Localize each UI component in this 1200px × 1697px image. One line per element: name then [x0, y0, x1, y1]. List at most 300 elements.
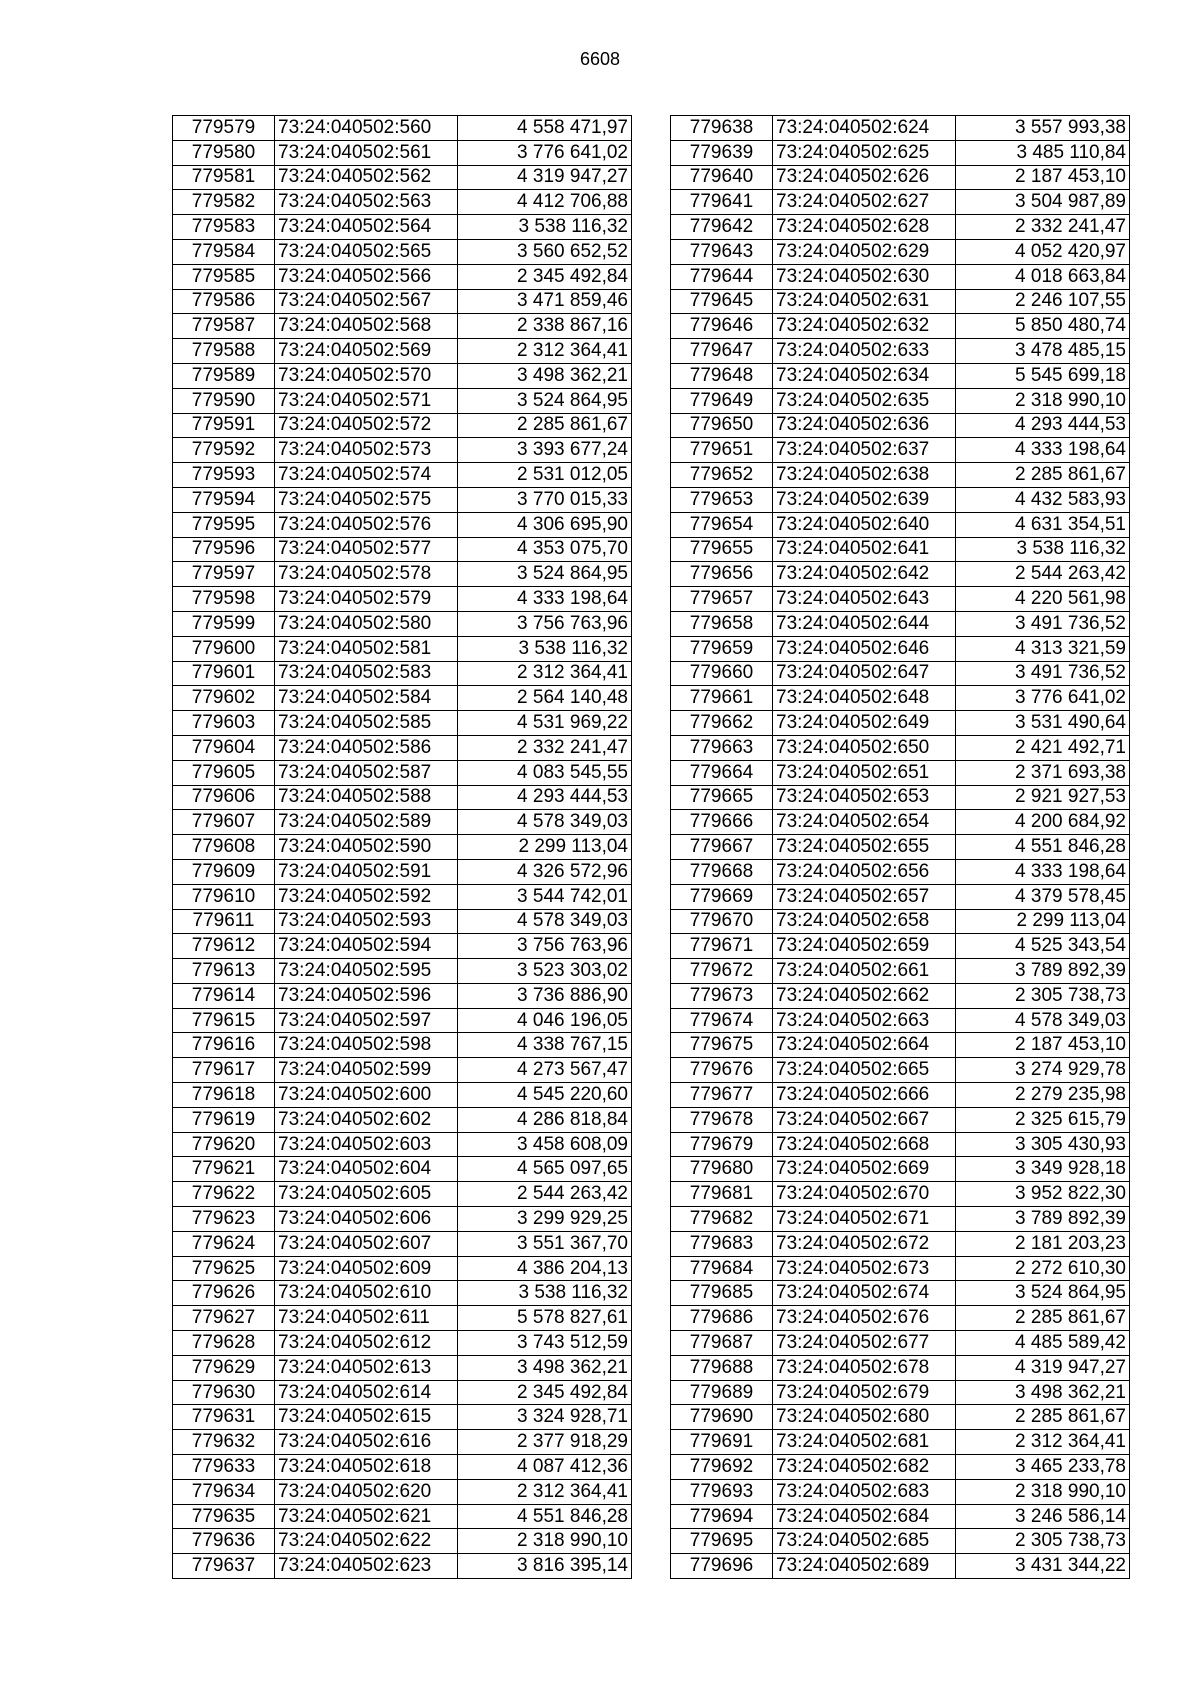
value-cell: 2 246 107,55 [956, 289, 1130, 314]
row-id-cell: 779674 [671, 1008, 773, 1033]
table-row [173, 859, 632, 884]
row-id-cell: 779634 [173, 1479, 275, 1504]
cadastral-number-cell: 73:24:040502:610 [275, 1281, 458, 1306]
row-id-cell: 779603 [173, 711, 275, 736]
value-cell: 3 544 742,01 [458, 884, 632, 909]
row-id-cell: 779661 [671, 686, 773, 711]
cadastral-number-cell: 73:24:040502:609 [275, 1256, 458, 1281]
cadastral-number-cell: 73:24:040502:677 [773, 1331, 956, 1356]
cadastral-number-cell: 73:24:040502:570 [275, 363, 458, 388]
row-id-cell: 779680 [671, 1157, 773, 1182]
row-id-cell: 779610 [173, 884, 275, 909]
table-row [671, 537, 1130, 562]
row-id-cell: 779676 [671, 1058, 773, 1083]
table-row [671, 959, 1130, 984]
cadastral-number-cell: 73:24:040502:637 [773, 438, 956, 463]
value-cell: 3 523 303,02 [458, 959, 632, 984]
row-id-cell: 779649 [671, 388, 773, 413]
row-id-cell: 779587 [173, 314, 275, 339]
table-row [173, 388, 632, 413]
row-id-cell: 779583 [173, 215, 275, 240]
cadastral-number-cell: 73:24:040502:667 [773, 1107, 956, 1132]
value-cell: 3 816 395,14 [458, 1554, 632, 1579]
table-row [173, 1132, 632, 1157]
value-cell: 4 313 321,59 [956, 636, 1130, 661]
cadastral-number-cell: 73:24:040502:676 [773, 1306, 956, 1331]
value-cell: 2 312 364,41 [458, 339, 632, 364]
table-row [173, 1058, 632, 1083]
row-id-cell: 779628 [173, 1331, 275, 1356]
cadastral-number-cell: 73:24:040502:689 [773, 1554, 956, 1579]
value-cell: 3 789 892,39 [956, 959, 1130, 984]
cadastral-number-cell: 73:24:040502:605 [275, 1182, 458, 1207]
row-id-cell: 779651 [671, 438, 773, 463]
cadastral-number-cell: 73:24:040502:672 [773, 1231, 956, 1256]
table-row [173, 1554, 632, 1579]
table-row [173, 909, 632, 934]
table-row [173, 413, 632, 438]
cadastral-number-cell: 73:24:040502:566 [275, 264, 458, 289]
row-id-cell: 779659 [671, 636, 773, 661]
cadastral-number-cell: 73:24:040502:639 [773, 487, 956, 512]
value-cell: 2 318 990,10 [956, 388, 1130, 413]
cadastral-number-cell: 73:24:040502:661 [773, 959, 956, 984]
table-row [173, 587, 632, 612]
value-cell: 2 332 241,47 [956, 215, 1130, 240]
cadastral-number-cell: 73:24:040502:597 [275, 1008, 458, 1033]
table-row [671, 1455, 1130, 1480]
cadastral-number-cell: 73:24:040502:655 [773, 835, 956, 860]
table-row [671, 711, 1130, 736]
value-cell: 2 305 738,73 [956, 1529, 1130, 1554]
table-row [671, 1083, 1130, 1108]
table-row [671, 686, 1130, 711]
value-cell: 2 305 738,73 [956, 983, 1130, 1008]
row-id-cell: 779658 [671, 611, 773, 636]
value-cell: 3 324 928,71 [458, 1405, 632, 1430]
cadastral-number-cell: 73:24:040502:654 [773, 810, 956, 835]
table-row [173, 562, 632, 587]
row-id-cell: 779604 [173, 735, 275, 760]
cadastral-number-cell: 73:24:040502:633 [773, 339, 956, 364]
value-cell: 3 465 233,78 [956, 1455, 1130, 1480]
cadastral-number-cell: 73:24:040502:648 [773, 686, 956, 711]
value-cell: 5 545 699,18 [956, 363, 1130, 388]
table-row [671, 1107, 1130, 1132]
table-row [671, 512, 1130, 537]
value-cell: 3 743 512,59 [458, 1331, 632, 1356]
value-cell: 4 386 204,13 [458, 1256, 632, 1281]
value-cell: 2 279 235,98 [956, 1083, 1130, 1108]
table-row [671, 611, 1130, 636]
row-id-cell: 779584 [173, 239, 275, 264]
value-cell: 4 326 572,96 [458, 859, 632, 884]
cadastral-number-cell: 73:24:040502:578 [275, 562, 458, 587]
row-id-cell: 779592 [173, 438, 275, 463]
table-row [173, 140, 632, 165]
value-cell: 2 377 918,29 [458, 1430, 632, 1455]
value-cell: 2 325 615,79 [956, 1107, 1130, 1132]
cadastral-number-cell: 73:24:040502:635 [773, 388, 956, 413]
cadastral-number-cell: 73:24:040502:643 [773, 587, 956, 612]
value-cell: 4 565 097,65 [458, 1157, 632, 1182]
row-id-cell: 779656 [671, 562, 773, 587]
cadastral-number-cell: 73:24:040502:681 [773, 1430, 956, 1455]
cadastral-number-cell: 73:24:040502:623 [275, 1554, 458, 1579]
cadastral-number-cell: 73:24:040502:631 [773, 289, 956, 314]
table-row [173, 239, 632, 264]
row-id-cell: 779664 [671, 760, 773, 785]
cadastral-number-cell: 73:24:040502:561 [275, 140, 458, 165]
value-cell: 3 538 116,32 [956, 537, 1130, 562]
row-id-cell: 779663 [671, 735, 773, 760]
cadastral-number-cell: 73:24:040502:569 [275, 339, 458, 364]
cadastral-number-cell: 73:24:040502:666 [773, 1083, 956, 1108]
value-cell: 3 246 586,14 [956, 1504, 1130, 1529]
table-row [671, 140, 1130, 165]
table-row [173, 735, 632, 760]
row-id-cell: 779679 [671, 1132, 773, 1157]
row-id-cell: 779613 [173, 959, 275, 984]
row-id-cell: 779624 [173, 1231, 275, 1256]
value-cell: 4 333 198,64 [956, 438, 1130, 463]
value-cell: 3 538 116,32 [458, 1281, 632, 1306]
value-cell: 3 770 015,33 [458, 487, 632, 512]
cadastral-number-cell: 73:24:040502:600 [275, 1083, 458, 1108]
row-id-cell: 779657 [671, 587, 773, 612]
value-cell: 4 273 567,47 [458, 1058, 632, 1083]
cadastral-number-cell: 73:24:040502:606 [275, 1207, 458, 1232]
value-cell: 4 631 354,51 [956, 512, 1130, 537]
cadastral-number-cell: 73:24:040502:579 [275, 587, 458, 612]
cadastral-number-cell: 73:24:040502:649 [773, 711, 956, 736]
row-id-cell: 779590 [173, 388, 275, 413]
row-id-cell: 779660 [671, 661, 773, 686]
value-cell: 2 318 990,10 [458, 1529, 632, 1554]
value-cell: 3 531 490,64 [956, 711, 1130, 736]
value-cell: 4 551 846,28 [956, 835, 1130, 860]
cadastral-number-cell: 73:24:040502:563 [275, 190, 458, 215]
table-row [173, 1306, 632, 1331]
row-id-cell: 779684 [671, 1256, 773, 1281]
row-id-cell: 779669 [671, 884, 773, 909]
table-row [173, 1529, 632, 1554]
row-id-cell: 779608 [173, 835, 275, 860]
value-cell: 3 756 763,96 [458, 934, 632, 959]
row-id-cell: 779641 [671, 190, 773, 215]
cadastral-number-cell: 73:24:040502:614 [275, 1380, 458, 1405]
cadastral-number-cell: 73:24:040502:613 [275, 1355, 458, 1380]
registry-table-left-body [173, 116, 632, 1579]
table-row [173, 1182, 632, 1207]
cadastral-number-cell: 73:24:040502:653 [773, 785, 956, 810]
value-cell: 4 531 969,22 [458, 711, 632, 736]
table-row [173, 1207, 632, 1232]
row-id-cell: 779647 [671, 339, 773, 364]
cadastral-number-cell: 73:24:040502:615 [275, 1405, 458, 1430]
cadastral-number-cell: 73:24:040502:658 [773, 909, 956, 934]
cadastral-number-cell: 73:24:040502:650 [773, 735, 956, 760]
value-cell: 2 285 861,67 [956, 1306, 1130, 1331]
table-row [173, 363, 632, 388]
cadastral-number-cell: 73:24:040502:584 [275, 686, 458, 711]
row-id-cell: 779640 [671, 165, 773, 190]
value-cell: 3 756 763,96 [458, 611, 632, 636]
table-row [173, 959, 632, 984]
cadastral-number-cell: 73:24:040502:682 [773, 1455, 956, 1480]
row-id-cell: 779689 [671, 1380, 773, 1405]
row-id-cell: 779625 [173, 1256, 275, 1281]
table-row [671, 859, 1130, 884]
row-id-cell: 779691 [671, 1430, 773, 1455]
row-id-cell: 779682 [671, 1207, 773, 1232]
table-row [671, 190, 1130, 215]
value-cell: 4 046 196,05 [458, 1008, 632, 1033]
cadastral-number-cell: 73:24:040502:589 [275, 810, 458, 835]
table-row [671, 413, 1130, 438]
value-cell: 3 393 677,24 [458, 438, 632, 463]
value-cell: 3 431 344,22 [956, 1554, 1130, 1579]
value-cell: 2 312 364,41 [956, 1430, 1130, 1455]
table-row [173, 934, 632, 959]
value-cell: 3 491 736,52 [956, 661, 1130, 686]
row-id-cell: 779593 [173, 463, 275, 488]
value-cell: 3 776 641,02 [458, 140, 632, 165]
table-row [671, 1207, 1130, 1232]
table-row [173, 487, 632, 512]
table-row [671, 388, 1130, 413]
cadastral-number-cell: 73:24:040502:664 [773, 1033, 956, 1058]
table-row [671, 1554, 1130, 1579]
cadastral-number-cell: 73:24:040502:641 [773, 537, 956, 562]
row-id-cell: 779696 [671, 1554, 773, 1579]
value-cell: 2 345 492,84 [458, 264, 632, 289]
registry-table-left [172, 115, 632, 1579]
value-cell: 2 345 492,84 [458, 1380, 632, 1405]
row-id-cell: 779666 [671, 810, 773, 835]
row-id-cell: 779605 [173, 760, 275, 785]
value-cell: 4 306 695,90 [458, 512, 632, 537]
table-row [173, 785, 632, 810]
value-cell: 4 545 220,60 [458, 1083, 632, 1108]
row-id-cell: 779690 [671, 1405, 773, 1430]
value-cell: 3 560 652,52 [458, 239, 632, 264]
cadastral-number-cell: 73:24:040502:616 [275, 1430, 458, 1455]
row-id-cell: 779635 [173, 1504, 275, 1529]
table-row [173, 165, 632, 190]
row-id-cell: 779588 [173, 339, 275, 364]
table-row [173, 1083, 632, 1108]
row-id-cell: 779598 [173, 587, 275, 612]
value-cell: 4 200 684,92 [956, 810, 1130, 835]
cadastral-number-cell: 73:24:040502:624 [773, 116, 956, 141]
row-id-cell: 779670 [671, 909, 773, 934]
table-row [173, 1455, 632, 1480]
table-row [671, 785, 1130, 810]
value-cell: 2 272 610,30 [956, 1256, 1130, 1281]
cadastral-number-cell: 73:24:040502:618 [275, 1455, 458, 1480]
cadastral-number-cell: 73:24:040502:663 [773, 1008, 956, 1033]
row-id-cell: 779639 [671, 140, 773, 165]
row-id-cell: 779607 [173, 810, 275, 835]
table-row [671, 1033, 1130, 1058]
cadastral-number-cell: 73:24:040502:634 [773, 363, 956, 388]
cadastral-number-cell: 73:24:040502:671 [773, 1207, 956, 1232]
cadastral-number-cell: 73:24:040502:591 [275, 859, 458, 884]
table-row [671, 983, 1130, 1008]
row-id-cell: 779692 [671, 1455, 773, 1480]
value-cell: 2 564 140,48 [458, 686, 632, 711]
cadastral-number-cell: 73:24:040502:571 [275, 388, 458, 413]
table-row [173, 1405, 632, 1430]
value-cell: 4 087 412,36 [458, 1455, 632, 1480]
table-row [671, 1331, 1130, 1356]
value-cell: 4 293 444,53 [956, 413, 1130, 438]
value-cell: 4 319 947,27 [956, 1355, 1130, 1380]
value-cell: 4 338 767,15 [458, 1033, 632, 1058]
cadastral-number-cell: 73:24:040502:642 [773, 562, 956, 587]
registry-table-right [670, 115, 1130, 1579]
table-row [173, 1355, 632, 1380]
table-row [173, 1331, 632, 1356]
table-row [671, 438, 1130, 463]
cadastral-number-cell: 73:24:040502:586 [275, 735, 458, 760]
cadastral-number-cell: 73:24:040502:669 [773, 1157, 956, 1182]
cadastral-number-cell: 73:24:040502:640 [773, 512, 956, 537]
value-cell: 2 312 364,41 [458, 1479, 632, 1504]
cadastral-number-cell: 73:24:040502:621 [275, 1504, 458, 1529]
cadastral-number-cell: 73:24:040502:588 [275, 785, 458, 810]
row-id-cell: 779600 [173, 636, 275, 661]
row-id-cell: 779665 [671, 785, 773, 810]
value-cell: 4 578 349,03 [458, 909, 632, 934]
cadastral-number-cell: 73:24:040502:685 [773, 1529, 956, 1554]
value-cell: 2 338 867,16 [458, 314, 632, 339]
row-id-cell: 779632 [173, 1430, 275, 1455]
value-cell: 4 432 583,93 [956, 487, 1130, 512]
value-cell: 4 578 349,03 [956, 1008, 1130, 1033]
value-cell: 2 299 113,04 [458, 835, 632, 860]
cadastral-number-cell: 73:24:040502:651 [773, 760, 956, 785]
row-id-cell: 779681 [671, 1182, 773, 1207]
row-id-cell: 779619 [173, 1107, 275, 1132]
cadastral-number-cell: 73:24:040502:673 [773, 1256, 956, 1281]
row-id-cell: 779620 [173, 1132, 275, 1157]
table-row [671, 314, 1130, 339]
value-cell: 4 353 075,70 [458, 537, 632, 562]
value-cell: 2 285 861,67 [956, 463, 1130, 488]
row-id-cell: 779599 [173, 611, 275, 636]
cadastral-number-cell: 73:24:040502:572 [275, 413, 458, 438]
value-cell: 5 578 827,61 [458, 1306, 632, 1331]
table-row [173, 711, 632, 736]
value-cell: 3 478 485,15 [956, 339, 1130, 364]
row-id-cell: 779618 [173, 1083, 275, 1108]
table-row [173, 215, 632, 240]
value-cell: 3 524 864,95 [956, 1281, 1130, 1306]
row-id-cell: 779673 [671, 983, 773, 1008]
cadastral-number-cell: 73:24:040502:567 [275, 289, 458, 314]
cadastral-number-cell: 73:24:040502:564 [275, 215, 458, 240]
row-id-cell: 779652 [671, 463, 773, 488]
value-cell: 2 921 927,53 [956, 785, 1130, 810]
cadastral-number-cell: 73:24:040502:670 [773, 1182, 956, 1207]
value-cell: 2 371 693,38 [956, 760, 1130, 785]
value-cell: 4 333 198,64 [458, 587, 632, 612]
row-id-cell: 779648 [671, 363, 773, 388]
row-id-cell: 779645 [671, 289, 773, 314]
table-row [671, 562, 1130, 587]
cadastral-number-cell: 73:24:040502:683 [773, 1479, 956, 1504]
value-cell: 3 491 736,52 [956, 611, 1130, 636]
row-id-cell: 779646 [671, 314, 773, 339]
row-id-cell: 779630 [173, 1380, 275, 1405]
table-row [173, 512, 632, 537]
value-cell: 4 286 818,84 [458, 1107, 632, 1132]
row-id-cell: 779654 [671, 512, 773, 537]
row-id-cell: 779623 [173, 1207, 275, 1232]
cadastral-number-cell: 73:24:040502:598 [275, 1033, 458, 1058]
table-row [173, 190, 632, 215]
cadastral-number-cell: 73:24:040502:636 [773, 413, 956, 438]
row-id-cell: 779650 [671, 413, 773, 438]
table-row [173, 983, 632, 1008]
row-id-cell: 779606 [173, 785, 275, 810]
cadastral-number-cell: 73:24:040502:679 [773, 1380, 956, 1405]
cadastral-number-cell: 73:24:040502:592 [275, 884, 458, 909]
cadastral-number-cell: 73:24:040502:604 [275, 1157, 458, 1182]
table-row [671, 884, 1130, 909]
table-row [671, 636, 1130, 661]
cadastral-number-cell: 73:24:040502:627 [773, 190, 956, 215]
row-id-cell: 779631 [173, 1405, 275, 1430]
row-id-cell: 779695 [671, 1529, 773, 1554]
table-row [173, 611, 632, 636]
table-row [671, 835, 1130, 860]
table-row [173, 1157, 632, 1182]
value-cell: 4 551 846,28 [458, 1504, 632, 1529]
table-row [671, 661, 1130, 686]
value-cell: 3 538 116,32 [458, 215, 632, 240]
value-cell: 4 319 947,27 [458, 165, 632, 190]
table-row [173, 1231, 632, 1256]
row-id-cell: 779609 [173, 859, 275, 884]
cadastral-number-cell: 73:24:040502:580 [275, 611, 458, 636]
row-id-cell: 779668 [671, 859, 773, 884]
row-id-cell: 779612 [173, 934, 275, 959]
table-row [173, 1430, 632, 1455]
cadastral-number-cell: 73:24:040502:603 [275, 1132, 458, 1157]
cadastral-number-cell: 73:24:040502:674 [773, 1281, 956, 1306]
table-row [671, 1256, 1130, 1281]
table-row [671, 810, 1130, 835]
row-id-cell: 779622 [173, 1182, 275, 1207]
cadastral-number-cell: 73:24:040502:560 [275, 116, 458, 141]
value-cell: 3 471 859,46 [458, 289, 632, 314]
table-row [671, 264, 1130, 289]
table-row [671, 215, 1130, 240]
cadastral-number-cell: 73:24:040502:565 [275, 239, 458, 264]
registry-table-right-body [671, 116, 1130, 1579]
value-cell: 3 789 892,39 [956, 1207, 1130, 1232]
table-row [173, 661, 632, 686]
row-id-cell: 779585 [173, 264, 275, 289]
cadastral-number-cell: 73:24:040502:596 [275, 983, 458, 1008]
row-id-cell: 779685 [671, 1281, 773, 1306]
value-cell: 4 018 663,84 [956, 264, 1130, 289]
cadastral-number-cell: 73:24:040502:647 [773, 661, 956, 686]
row-id-cell: 779581 [173, 165, 275, 190]
